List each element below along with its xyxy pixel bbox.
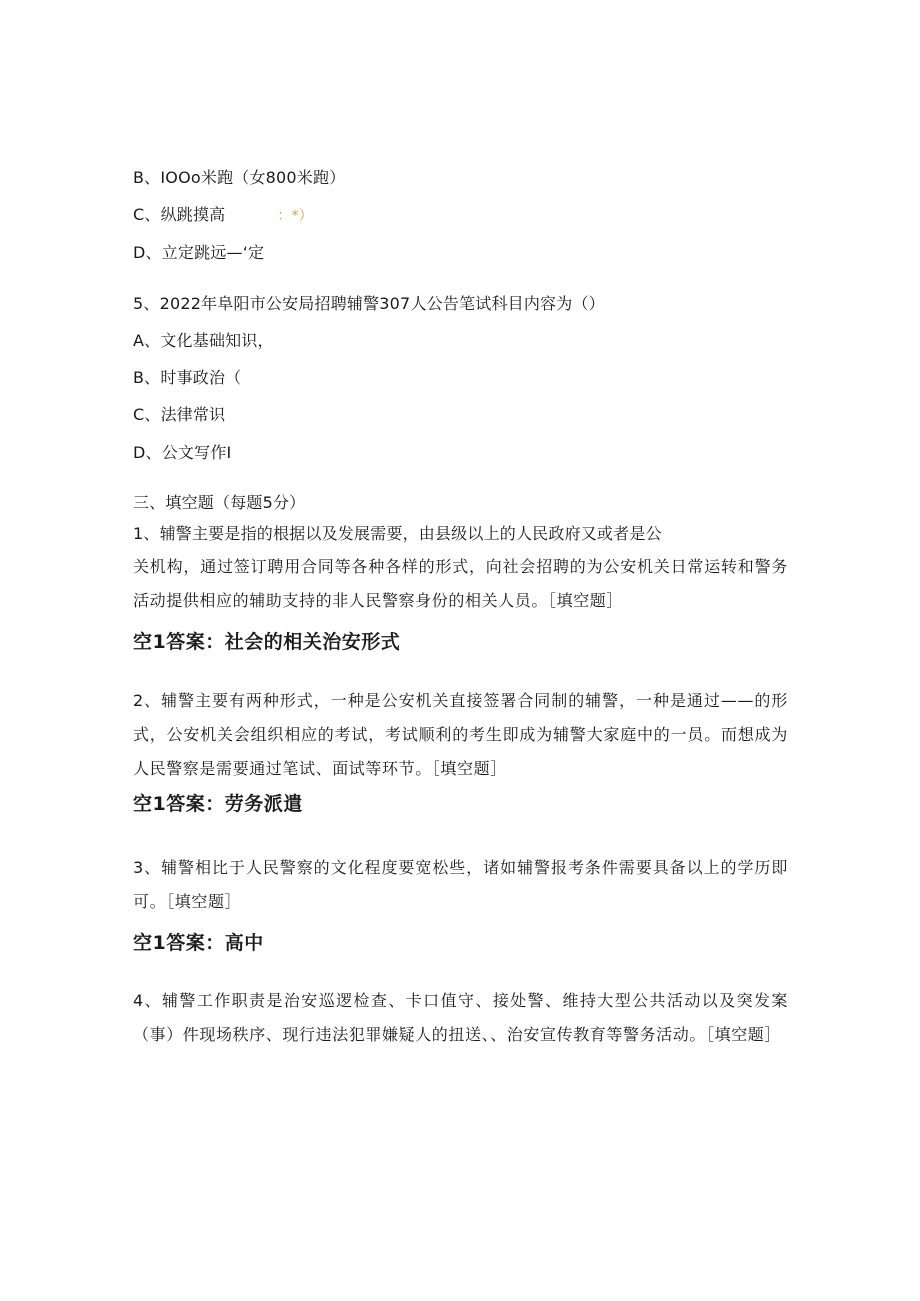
section-heading: 三、填空题（每题5分）	[133, 493, 306, 512]
q4-option-b: B、IOOo米跑（女800米跑）	[133, 168, 346, 187]
q4-option-c	[133, 205, 313, 226]
fill1-answer: 空1答案：社会的相关治安形式	[133, 631, 401, 653]
q5-option-d: D、公文写作I	[133, 443, 232, 462]
q4-option-d: D、立定跳远—‘定	[133, 243, 265, 262]
q5-option-b: B、时事政治（	[133, 368, 242, 387]
fill2-answer: 空1答案：劳务派遣	[133, 793, 303, 815]
q5-option-a: A、文化基础知识，	[133, 331, 274, 350]
q4-option-c-text: C、纵跳摸高	[133, 205, 226, 224]
fill1-first-line: 1、辅警主要是指的根据以及发展需要，由县级以上的人民政府又或者是公	[133, 524, 662, 543]
fill2-question: 2、辅警主要有两种形式，一种是公安机关直接签署合同制的辅警，一种是通过——的形式，公安机关会组织相应的考试，考试顺利的考生即成为辅警大家庭中的一员。而想成为人民警察是需要通过笔试、面试等环节。［填空题］	[133, 691, 788, 778]
q5-option-c: C、法律常识	[133, 405, 226, 424]
fill3-question: 3、辅警相比于人民警察的文化程度要宽松些，诸如辅警报考条件需要具备以上的学历即可。［填空题］	[133, 858, 788, 911]
fill1-question: 关机构，通过签订聘用合同等各种各样的形式，向社会招聘的为公安机关日常运转和警务活动提供相应的辅助支持的非人民警察身份的相关人员。［填空题］	[133, 557, 788, 610]
q5-question: 5、2022年阜阳市公安局招聘辅警307人公告笔试科目内容为（）	[133, 294, 605, 313]
fill4-question: 4、辅警工作职责是治安巡逻检查、卡口值守、接处警、维持大型公共活动以及突发案（事）件现场秩序、现行违法犯罪嫌疑人的扭送、、治安宣传教育等警务活动。［填空题］	[133, 991, 788, 1044]
q4-option-c-mark: ：*）	[277, 208, 313, 224]
fill3-answer: 空1答案：高中	[133, 932, 264, 954]
